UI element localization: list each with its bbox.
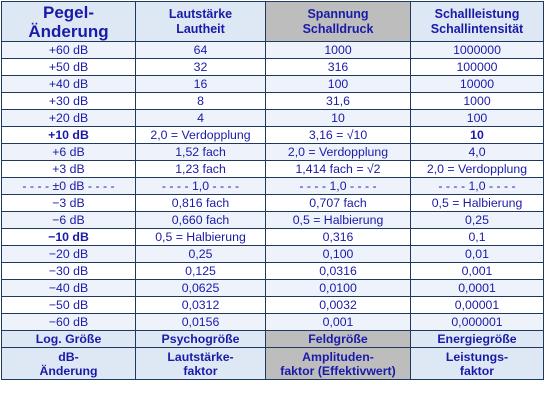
table-cell: 64	[136, 42, 266, 59]
table-cell: 0,100	[266, 246, 411, 263]
table-cell: 0,5 = Halbierung	[411, 195, 544, 212]
table-cell: 1,23 fach	[136, 161, 266, 178]
header-line: Lautheit	[176, 21, 225, 36]
footer-line: faktor	[183, 363, 218, 378]
table-cell: 3,16 = √10	[266, 127, 411, 144]
table-cell: 8	[136, 93, 266, 110]
header-pegel-aenderung	[2, 2, 136, 42]
table-row	[2, 76, 544, 93]
table-cell: 0,0032	[266, 297, 411, 314]
table-row	[2, 314, 544, 331]
header-line: Pegel-	[42, 2, 95, 22]
table-cell: 0,25	[411, 212, 544, 229]
table-cell: 100	[411, 110, 544, 127]
table-cell: +10 dB	[2, 127, 136, 144]
table-cell: 0,01	[411, 246, 544, 263]
footer-line: faktor	[459, 363, 495, 378]
header-lautstaerke	[136, 2, 266, 42]
header-line: Änderung	[28, 21, 109, 41]
table-cell: 0,001	[411, 263, 544, 280]
table-cell: 0,0312	[136, 297, 266, 314]
table-cell: 0,001	[266, 314, 411, 331]
header-row	[2, 2, 544, 42]
table-cell: 1,52 fach	[136, 144, 266, 161]
table-cell: 0,5 = Halbierung	[136, 229, 266, 246]
table-cell: - - - - 1,0 - - - -	[411, 178, 544, 195]
table-row	[2, 127, 544, 144]
table-cell: 0,0316	[266, 263, 411, 280]
table-cell: 316	[266, 59, 411, 76]
table-cell: +60 dB	[2, 42, 136, 59]
table-row	[2, 229, 544, 246]
table-cell: −30 dB	[2, 263, 136, 280]
table-cell: 0,0100	[266, 280, 411, 297]
table-cell: +50 dB	[2, 59, 136, 76]
table-row	[2, 161, 544, 178]
footer-cell: Energiegröße	[411, 331, 544, 348]
table-row	[2, 280, 544, 297]
footer-line: Leistungs-	[445, 349, 509, 364]
table-row	[2, 59, 544, 76]
header-line: Lautstärke	[168, 6, 233, 21]
footer-cell: Feldgröße	[266, 331, 411, 348]
table-cell: 0,816 fach	[136, 195, 266, 212]
table-cell: 10	[266, 110, 411, 127]
table-cell: 0,707 fach	[266, 195, 411, 212]
table-cell: 4,0	[411, 144, 544, 161]
table-row	[2, 263, 544, 280]
table-cell: 31,6	[266, 93, 411, 110]
footer-cell: Log. Größe	[2, 331, 136, 348]
header-spannung	[266, 2, 411, 42]
table-cell: - - - - 1,0 - - - -	[266, 178, 411, 195]
table-cell: 2,0 = Verdopplung	[136, 127, 266, 144]
header-line: Schalldruck	[302, 21, 374, 36]
footer-category-row	[2, 331, 544, 348]
table-row	[2, 246, 544, 263]
table-cell: 0,0001	[411, 280, 544, 297]
table-cell: −6 dB	[2, 212, 136, 229]
table-cell: +6 dB	[2, 144, 136, 161]
table-cell: - - - - ±0 dB - - - -	[2, 178, 136, 195]
table-cell: 0,316	[266, 229, 411, 246]
table-cell: 0,660 fach	[136, 212, 266, 229]
header-schallleistung	[411, 2, 544, 42]
table-cell: −60 dB	[2, 314, 136, 331]
table-row	[2, 195, 544, 212]
table-cell: 0,0625	[136, 280, 266, 297]
table-cell: 100	[266, 76, 411, 93]
table-cell: 32	[136, 59, 266, 76]
table-cell: 10000	[411, 76, 544, 93]
table-cell: 16	[136, 76, 266, 93]
table-cell: 1000	[411, 93, 544, 110]
footer-line: faktor (Effektivwert)	[280, 363, 396, 378]
table-cell: - - - - 1,0 - - - -	[136, 178, 266, 195]
table-cell: −3 dB	[2, 195, 136, 212]
footer-cell: Psychogröße	[136, 331, 266, 348]
decibel-table	[1, 1, 544, 380]
footer-line: Änderung	[39, 363, 98, 378]
table-row	[2, 93, 544, 110]
footer-line: dB-	[58, 349, 79, 364]
table-cell: −40 dB	[2, 280, 136, 297]
table-cell: −20 dB	[2, 246, 136, 263]
footer-factor-row	[2, 348, 544, 380]
table-cell: 0,25	[136, 246, 266, 263]
table-row	[2, 297, 544, 314]
table-cell: 0,000001	[411, 314, 544, 331]
table-row	[2, 178, 544, 195]
footer-cell	[2, 348, 136, 380]
header-line: Spannung	[307, 6, 369, 21]
table-row	[2, 42, 544, 59]
table-cell: 1,414 fach = √2	[266, 161, 411, 178]
table-cell: +20 dB	[2, 110, 136, 127]
table-row	[2, 110, 544, 127]
table-cell: 2,0 = Verdopplung	[266, 144, 411, 161]
footer-cell	[411, 348, 544, 380]
table-cell: 1000	[266, 42, 411, 59]
header-line: Schallleistung	[434, 6, 520, 21]
footer-cell	[136, 348, 266, 380]
table-cell: 2,0 = Verdopplung	[411, 161, 544, 178]
table-cell: 1000000	[411, 42, 544, 59]
table-cell: +30 dB	[2, 93, 136, 110]
table-cell: 0,1	[411, 229, 544, 246]
table-cell: 4	[136, 110, 266, 127]
header-line: Schallintensität	[430, 21, 524, 36]
table-cell: −10 dB	[2, 229, 136, 246]
table-cell: 0,5 = Halbierung	[266, 212, 411, 229]
table-cell: 0,0156	[136, 314, 266, 331]
footer-line: Amplituden-	[302, 349, 374, 364]
table-row	[2, 212, 544, 229]
footer-line: Lautstärke-	[167, 349, 234, 364]
table-cell: +3 dB	[2, 161, 136, 178]
table-row	[2, 144, 544, 161]
footer-cell	[266, 348, 411, 380]
table-cell: 10	[411, 127, 544, 144]
table-cell: +40 dB	[2, 76, 136, 93]
table-cell: 0,125	[136, 263, 266, 280]
table-cell: −50 dB	[2, 297, 136, 314]
table-cell: 0,00001	[411, 297, 544, 314]
table-cell: 100000	[411, 59, 544, 76]
